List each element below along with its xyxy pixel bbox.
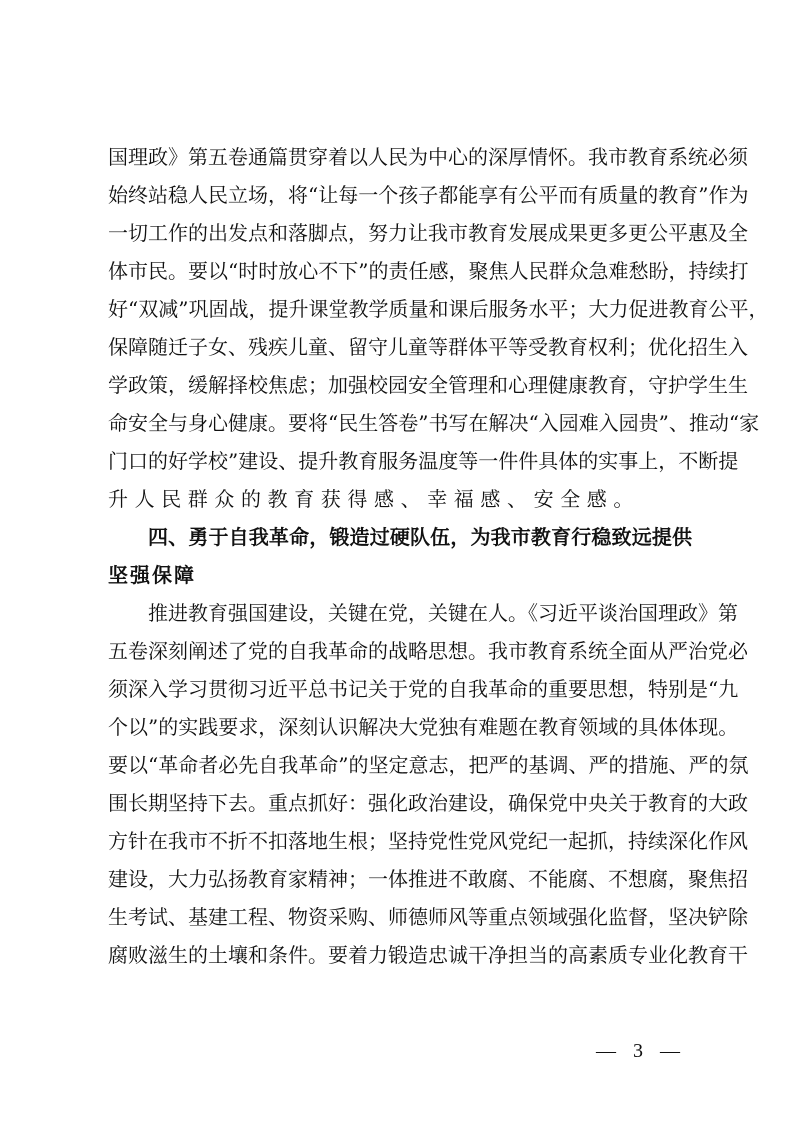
paragraph-1 [108, 138, 769, 518]
text-line: 始终站稳人民立场，将“让每一个孩子都能享有公平而有质量的教育”作为 [108, 183, 749, 207]
text-line: 体市民。要以“时时放心不下”的责任感，聚焦人民群众急难愁盼，持续打 [108, 259, 749, 283]
text-line: 方针在我市不折不扣落地生根；坚持党性党风党纪一起抓，持续深化作风 [108, 829, 748, 853]
text-line: 命安全与身心健康。要将“民生答卷”书写在解决“入园难入园贵”、推动“家 [108, 411, 760, 435]
text-line: 门口的好学校”建设、提升教育服务温度等一件件具体的实事上，不断提 [108, 449, 739, 473]
heading-line: 四、勇于自我革命，锻造过硬队伍，为我市教育行稳致远提供 [148, 525, 692, 549]
text-line: 围长期坚持下去。重点抓好：强化政治建设，确保党中央关于教育的大政 [108, 791, 748, 815]
text-line: 建设，大力弘扬教育家精神；一体推进不敢腐、不能腐、不想腐，聚焦招 [108, 867, 748, 891]
heading-line: 坚强保障 [108, 563, 196, 587]
text-line: 要以“革命者必先自我革命”的坚定意志，把严的基调、严的措施、严的氛 [108, 753, 749, 777]
text-line: 生考试、基建工程、物资采购、师德师风等重点领域强化监督，坚决铲除 [108, 905, 748, 929]
text-line: 保障随迁子女、残疾儿童、留守儿童等群体平等受教育权利；优化招生入 [108, 335, 748, 359]
text-line: 国理政》第五卷通篇贯穿着以人民为中心的深厚情怀。我市教育系统必须 [108, 145, 748, 169]
text-line: 个以”的实践要求，深刻认识解决大党独有难题在教育领域的具体体现。 [108, 715, 739, 739]
text-line: 升人民群众的教育获得感、幸福感、安全感。 [108, 487, 640, 511]
page-number: — 3 — [596, 1040, 686, 1062]
text-line: 学政策，缓解择校焦虑；加强校园安全管理和心理健康教育，守护学生生 [108, 373, 748, 397]
text-line: 须深入学习贯彻习近平总书记关于党的自我革命的重要思想，特别是“九 [108, 677, 739, 701]
text-line: 一切工作的出发点和落脚点，努力让我市教育发展成果更多更公平惠及全 [108, 221, 748, 245]
paragraph-2 [108, 594, 749, 974]
document-body [108, 138, 769, 974]
text-line: 腐败滋生的土壤和条件。要着力锻造忠诚干净担当的高素质专业化教育干 [108, 943, 748, 967]
text-line: 推进教育强国建设，关键在党，关键在人。《习近平谈治国理政》第 [148, 601, 738, 625]
section-heading [108, 518, 692, 594]
text-line: 五卷深刻阐述了党的自我革命的战略思想。我市教育系统全面从严治党必 [108, 639, 748, 663]
text-line: 好“双减”巩固战，提升课堂教学质量和课后服务水平；大力促进教育公平， [108, 297, 769, 321]
